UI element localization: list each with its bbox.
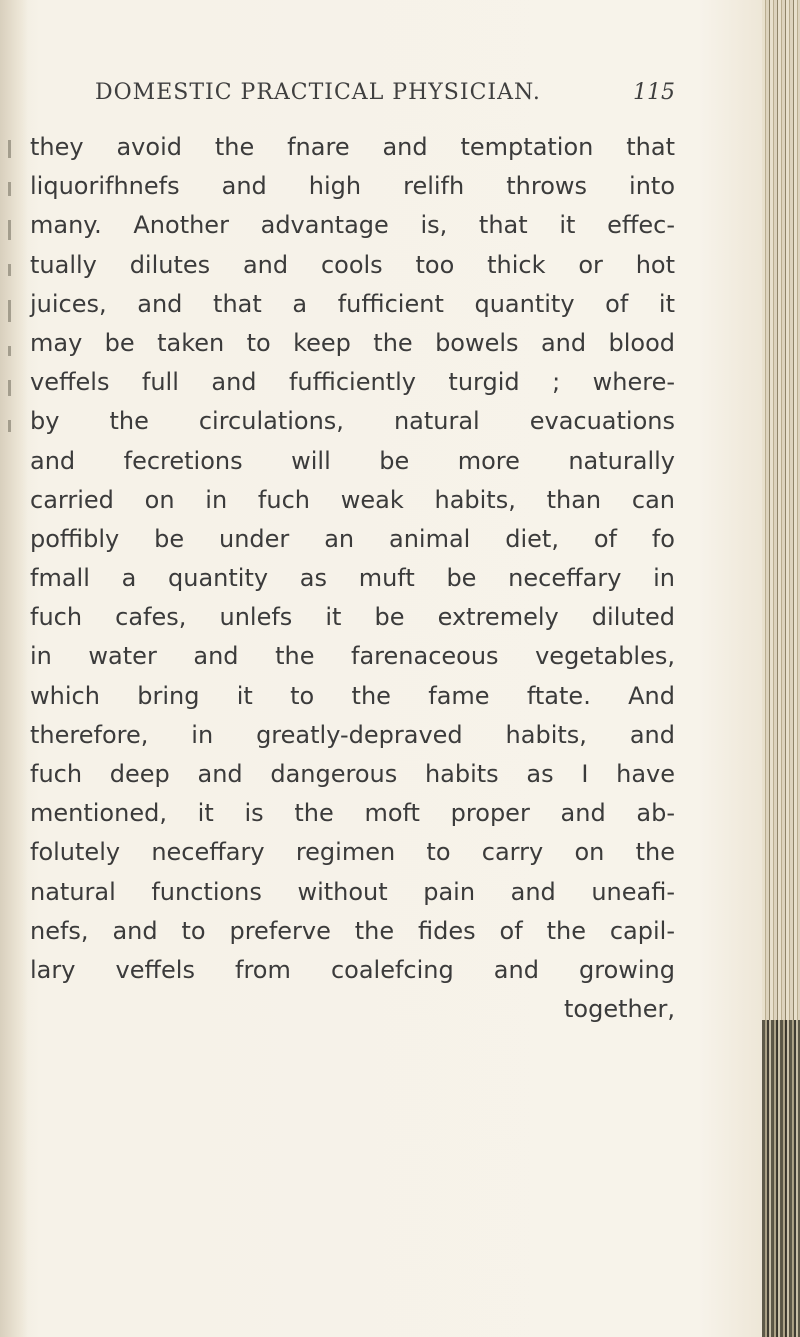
text-line: by the circulations, natural evacuations bbox=[30, 407, 675, 436]
text-line: which bring it to the fame ftate. And bbox=[30, 681, 675, 710]
text-line: veffels full and fufficiently turgid ; where- bbox=[30, 368, 675, 397]
text-line: therefore, in greatly-depraved habits, and bbox=[30, 720, 675, 749]
text-line: poffibly be under an animal diet, of fo bbox=[30, 524, 675, 553]
text-line: fmall a quantity as muft be neceffary in bbox=[30, 564, 675, 593]
text-line: fuch deep and dangerous habits as I have bbox=[30, 760, 675, 788]
text-line: juices, and that a fufficient quantity of it bbox=[30, 289, 675, 318]
page-number: 115 bbox=[633, 80, 675, 105]
text-line: nefs, and to preferve the fides of the capil- bbox=[30, 916, 675, 945]
running-head bbox=[95, 80, 675, 105]
text-line: mentioned, it is the moft proper and ab- bbox=[30, 799, 675, 828]
text-line: tually dilutes and cools too thick or hot bbox=[30, 250, 675, 279]
text-line: may be taken to keep the bowels and blood bbox=[30, 328, 675, 357]
text-line: they avoid the fnare and temptation that bbox=[30, 133, 675, 161]
text-line: in water and the farenaceous vegetables, bbox=[30, 642, 675, 671]
text-line: and fecretions will be more naturally bbox=[30, 446, 675, 475]
text-line: natural functions without pain and uneafi- bbox=[30, 877, 675, 906]
text-line: carried on in fuch weak habits, than can bbox=[30, 485, 675, 514]
text-line: liquorifhnefs and high relifh throws into bbox=[30, 172, 675, 201]
text-line: many. Another advantage is, that it effec- bbox=[30, 211, 675, 240]
running-head-title: DOMESTIC PRACTICAL PHYSICIAN. bbox=[95, 80, 541, 105]
margin-marks bbox=[8, 140, 22, 640]
catchword: together, bbox=[564, 995, 675, 1024]
body-text bbox=[30, 128, 675, 1029]
page-edges-dark bbox=[762, 1020, 800, 1337]
text-line: lary veffels from coalefcing and growing bbox=[30, 955, 675, 984]
text-line: fuch cafes, unlefs it be extremely diluted bbox=[30, 603, 675, 632]
text-line: folutely neceffary regimen to carry on the bbox=[30, 838, 675, 867]
